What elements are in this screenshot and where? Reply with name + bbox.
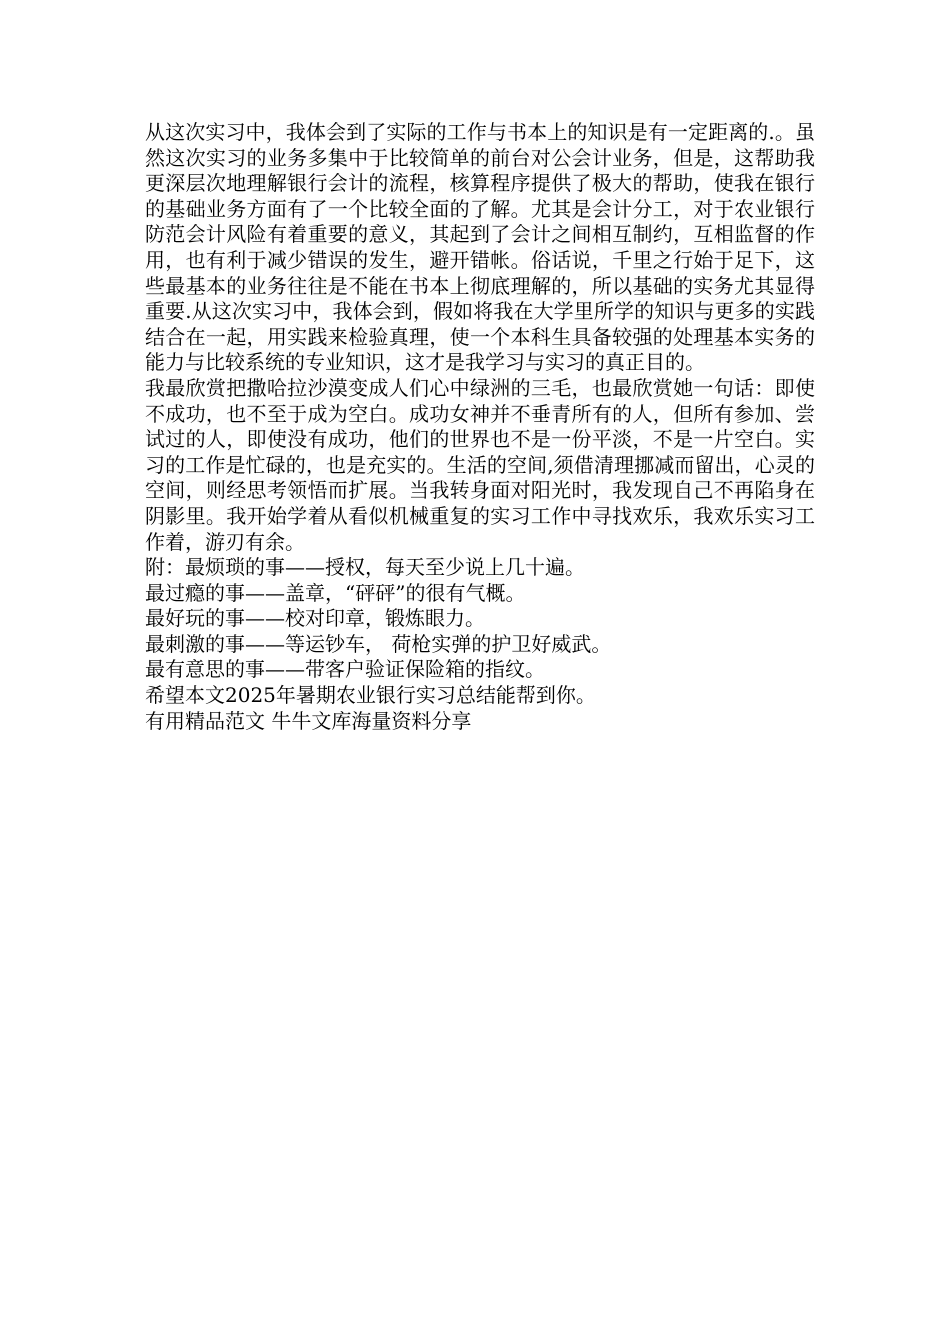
appendix-item-authorization: 附：最烦琐的事——授权，每天至少说上几十遍。: [145, 555, 585, 580]
paragraph-internship-reflection: 从这次实习中，我体会到了实际的工作与书本上的知识是有一定距离的.。虽然这次实习的业务多集中于比较简单的前台对公会计业务，但是，这帮助我更深层次地理解银行会计的流程，核算程序提供了极大的帮助，使我在银行的基础业务方面有了一个比较全面的了解。尤其是会计分工，对于农业银行防范会计风险有着重要的意义，其起到了会计之间相互制约，互相监督的作用，也有利于减少错误的发生，避开错帐。俗话说，千里之行始于足下，这些最基本的业务往往是不能在书本上彻底理解的，所以基础的实务尤其显得重要.从这次实习中，我体会到，假如将我在大学里所学的知识与更多的实践结合在一起，用实践来检验真理，使一个本科生具备较强的处理基本实务的能力与比较系统的专业知识，这才是我学习与实习的真正目的。: [145, 120, 815, 375]
appendix-item-seal-checking: 最好玩的事——校对印章，锻炼眼力。: [145, 606, 485, 631]
document-body: [145, 120, 815, 734]
footer-source-line: 有用精品范文 牛牛文库海量资料分享: [145, 708, 472, 733]
appendix-item-stamping: 最过瘾的事——盖章，“砰砰”的很有气概。: [145, 580, 526, 605]
appendix-item-safe-box: 最有意思的事——带客户验证保险箱的指纹。: [145, 657, 545, 682]
appendix-item-cash-truck: 最刺激的事——等运钞车， 荷枪实弹的护卫好威武。: [145, 631, 612, 656]
closing-note: 希望本文2025年暑期农业银行实习总结能帮到你。: [145, 683, 596, 708]
paragraph-sanmao-quote: 我最欣赏把撒哈拉沙漠变成人们心中绿洲的三毛，也最欣赏她一句话：即使不成功，也不至于成为空白。成功女神并不垂青所有的人，但所有参加、尝试过的人，即使没有成功，他们的世界也不是一份平淡，不是一片空白。实习的工作是忙碌的，也是充实的。生活的空间,须借清理挪减而留出，心灵的空间，则经思考领悟而扩展。当我转身面对阳光时，我发现自己不再陷身在阴影里。我开始学着从看似机械重复的实习工作中寻找欢乐，我欢乐实习工作着，游刃有余。: [145, 375, 815, 554]
